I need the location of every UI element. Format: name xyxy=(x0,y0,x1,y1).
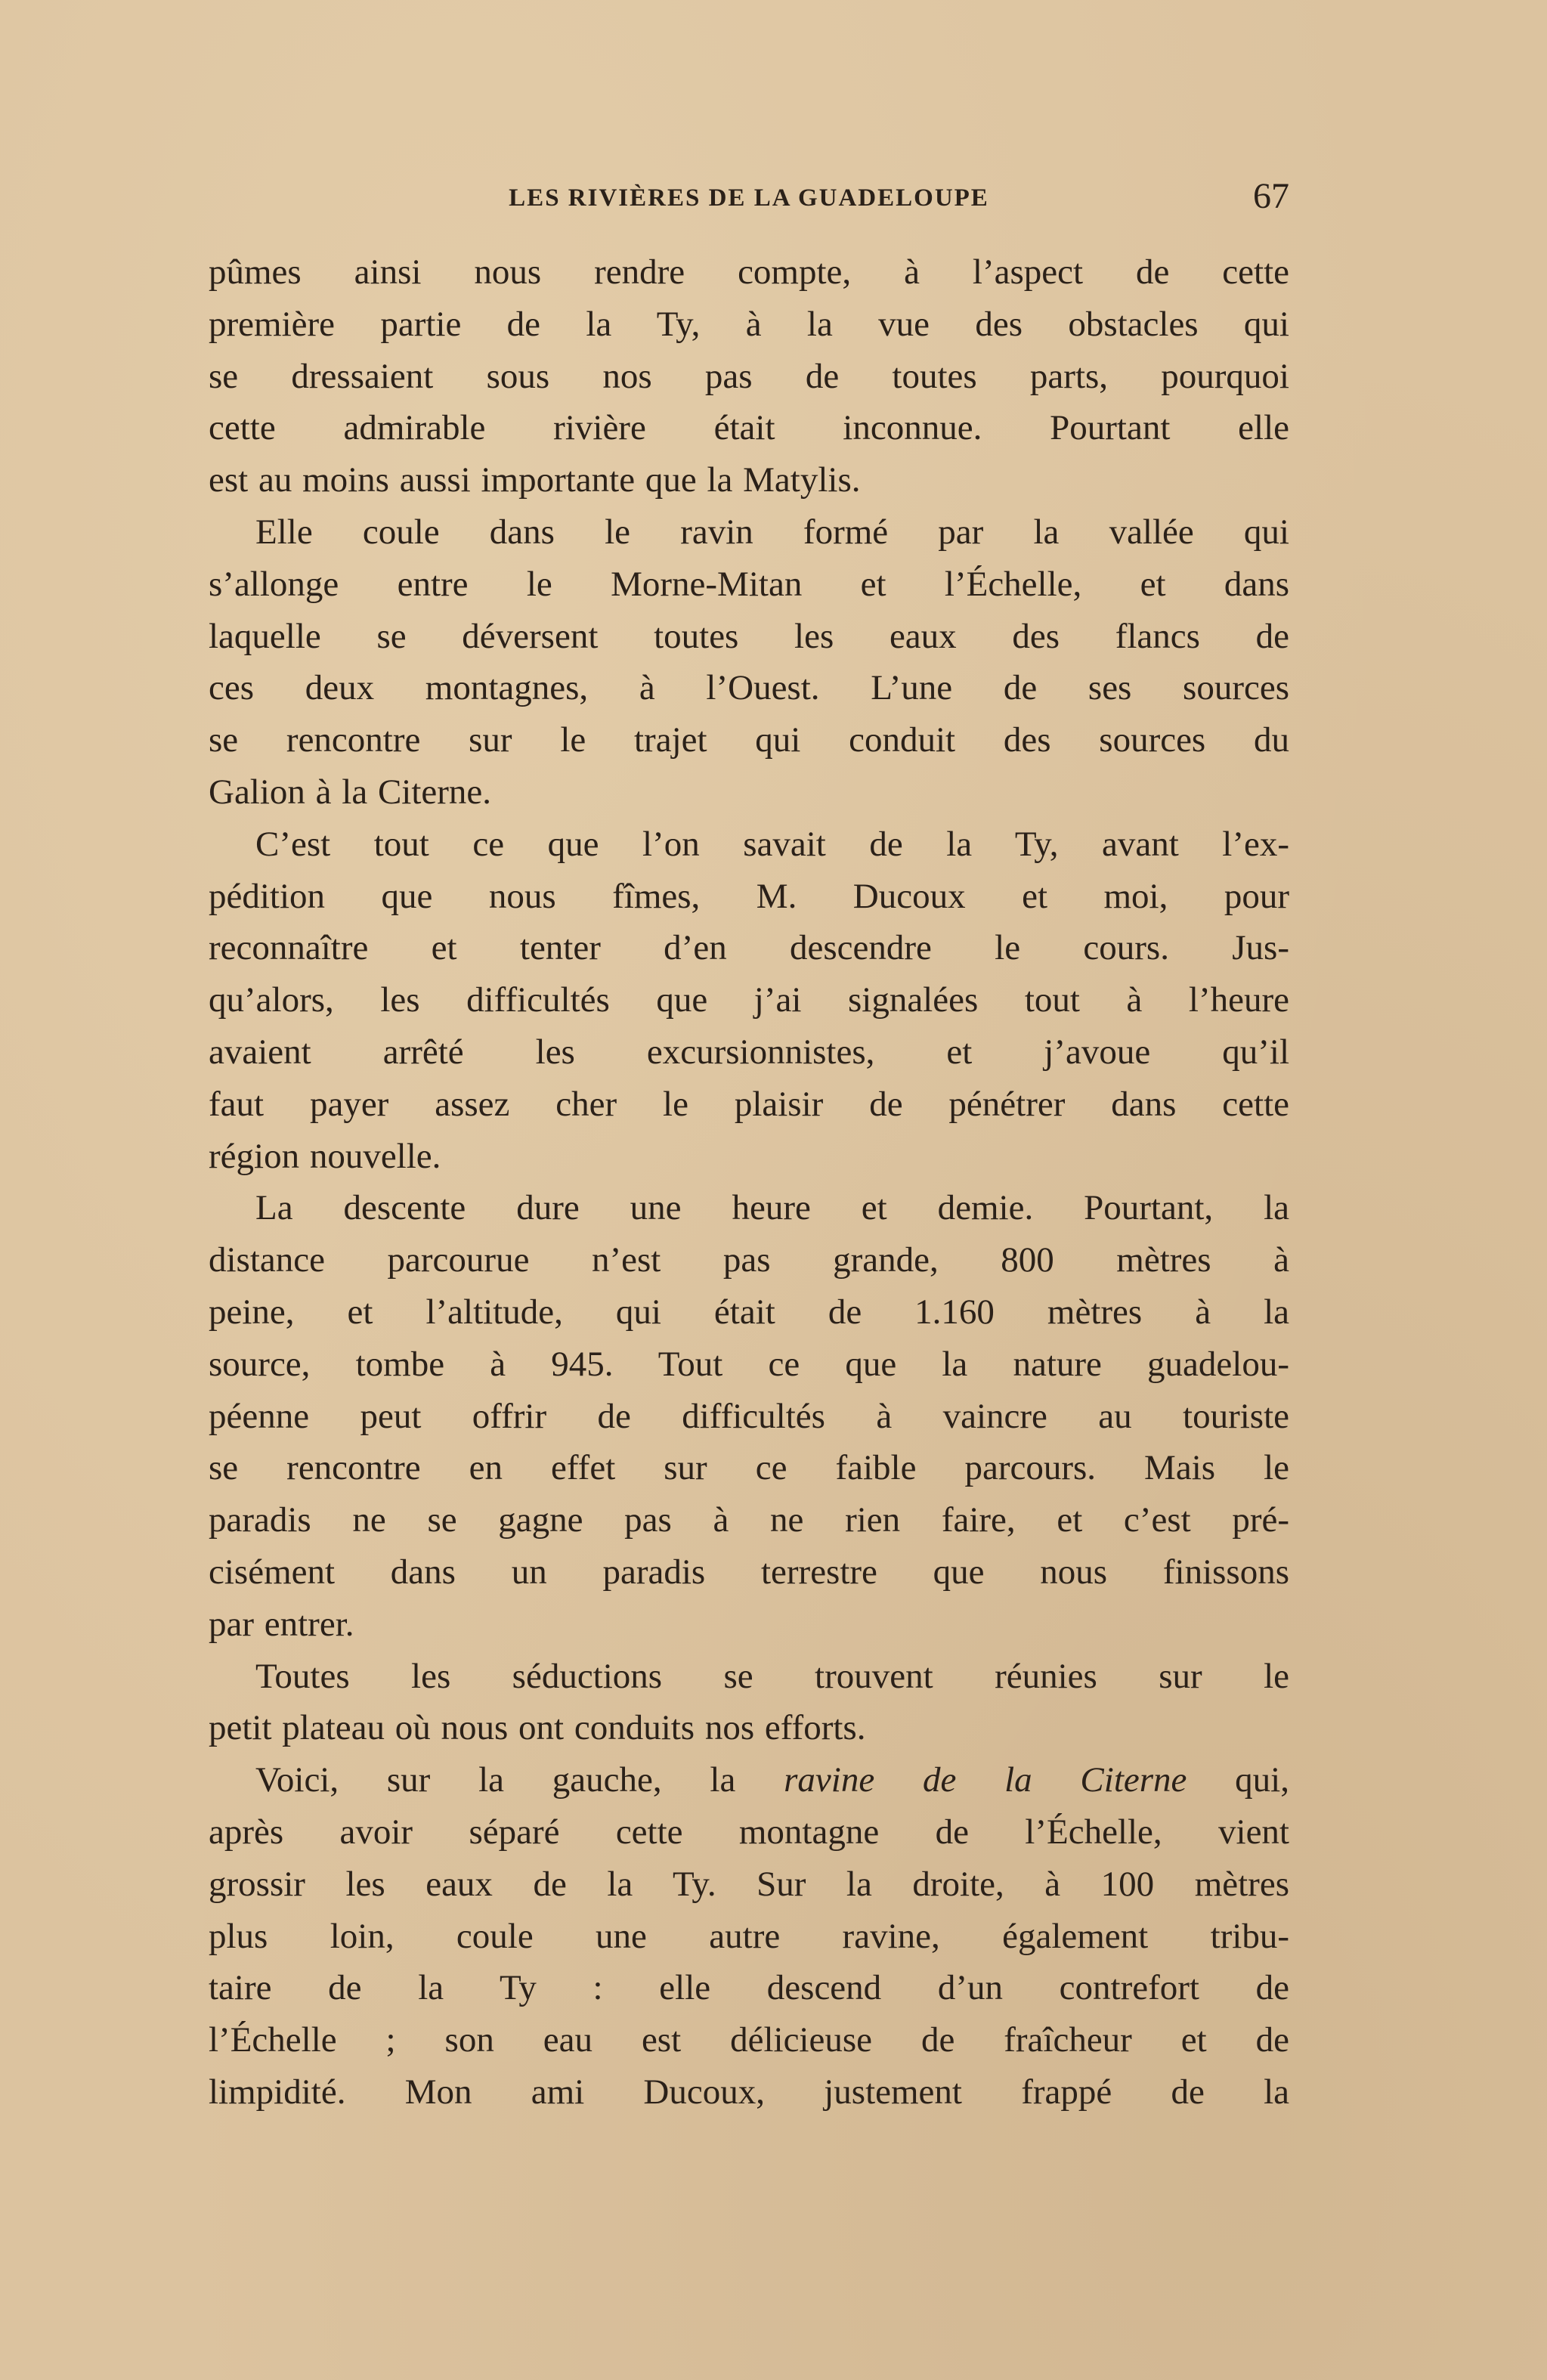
text-line-with-italic xyxy=(209,1754,1289,1806)
running-header xyxy=(209,175,1289,218)
text-line: avaient arrêté les excursionnistes, et j’avoue qu’il xyxy=(209,1032,1289,1072)
text-line: se rencontre sur le trajet qui conduit des sources du xyxy=(209,720,1289,760)
text-line: Galion à la Citerne. xyxy=(209,772,492,812)
text-line: paradis ne se gagne pas à ne rien faire, et c’est pré- xyxy=(209,1500,1289,1540)
text-line: taire de la Ty : elle descend d’un contrefort de xyxy=(209,1968,1289,2008)
text-line: C’est tout ce que l’on savait de la Ty, avant l’ex- xyxy=(255,824,1289,864)
text-line: s’allonge entre le Morne-Mitan et l’Échelle, et dans xyxy=(209,564,1289,604)
text-line: petit plateau où nous ont conduits nos efforts. xyxy=(209,1708,866,1748)
text-line: Toutes les séductions se trouvent réunies sur le xyxy=(255,1656,1289,1696)
text-line: distance parcourue n’est pas grande, 800 mètres à xyxy=(209,1240,1289,1280)
text-line: faut payer assez cher le plaisir de pénétrer dans cette xyxy=(209,1084,1289,1124)
running-title: LES RIVIÈRES DE LA GUADELOUPE xyxy=(509,184,989,212)
text-line: par entrer. xyxy=(209,1604,354,1644)
text-line: peine, et l’altitude, qui était de 1.160 mètres à la xyxy=(209,1292,1289,1332)
text-segment: qui, xyxy=(1187,1760,1289,1800)
text-line: l’Échelle ; son eau est délicieuse de fraîcheur et de xyxy=(209,2020,1289,2060)
text-line: est au moins aussi importante que la Matylis. xyxy=(209,460,861,500)
text-line: qu’alors, les difficultés que j’ai signalées tout à l’heure xyxy=(209,980,1289,1020)
text-line: après avoir séparé cette montagne de l’Échelle, vient xyxy=(209,1812,1289,1852)
text-line: grossir les eaux de la Ty. Sur la droite, à 100 mètres xyxy=(209,1864,1289,1904)
text-line: ces deux montagnes, à l’Ouest. L’une de ses sources xyxy=(209,668,1289,708)
page-number: 67 xyxy=(1253,176,1289,216)
text-line: cette admirable rivière était inconnue. Pourtant elle xyxy=(209,408,1289,448)
body-text xyxy=(209,246,1289,2118)
text-line: reconnaître et tenter d’en descendre le cours. Jus- xyxy=(209,928,1289,968)
text-line: source, tombe à 945. Tout ce que la nature guadelou- xyxy=(209,1344,1289,1384)
text-line: région nouvelle. xyxy=(209,1136,441,1176)
text-line: se rencontre en effet sur ce faible parcours. Mais le xyxy=(209,1448,1289,1488)
text-line: Elle coule dans le ravin formé par la vallée qui xyxy=(255,512,1289,552)
text-line: limpidité. Mon ami Ducoux, justement frappé de la xyxy=(209,2072,1289,2112)
text-line: première partie de la Ty, à la vue des obstacles qui xyxy=(209,304,1289,344)
text-line: plus loin, coule une autre ravine, également tribu- xyxy=(209,1916,1289,1956)
text-line: pûmes ainsi nous rendre compte, à l’aspect de cette xyxy=(209,252,1289,292)
text-line: cisément dans un paradis terrestre que nous finissons xyxy=(209,1552,1289,1592)
text-line: péenne peut offrir de difficultés à vaincre au touriste xyxy=(209,1396,1289,1436)
text-line: pédition que nous fîmes, M. Ducoux et moi, pour xyxy=(209,876,1289,916)
text-segment: Voici, sur la gauche, la xyxy=(255,1760,784,1800)
text-line: se dressaient sous nos pas de toutes parts, pourquoi xyxy=(209,356,1289,396)
text-line: La descente dure une heure et demie. Pourtant, la xyxy=(255,1188,1289,1228)
text-line: laquelle se déversent toutes les eaux des flancs de xyxy=(209,616,1289,656)
italic-place-name: ravine de la Citerne xyxy=(784,1760,1187,1800)
